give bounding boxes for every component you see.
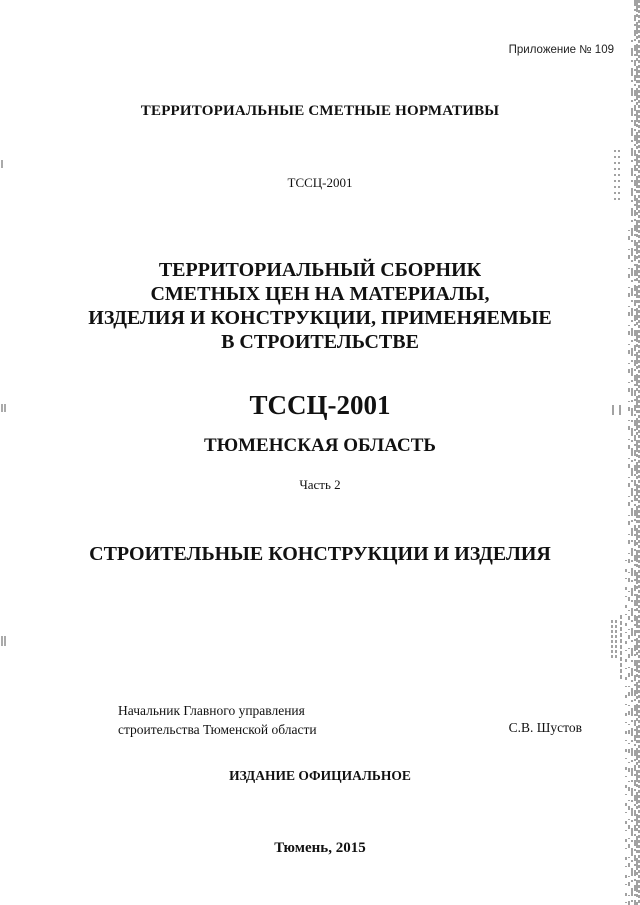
code-big: ТССЦ-2001 (249, 390, 391, 420)
signer-position (118, 701, 317, 739)
collection-title (0, 258, 640, 354)
collection-title-line: ИЗДЕЛИЯ И КОНСТРУКЦИИ, ПРИМЕНЯЕМЫЕ (88, 307, 552, 329)
collection-title-line: ТЕРРИТОРИАЛЬНЫЙ СБОРНИК (158, 259, 482, 281)
collection-title-line: СМЕТНЫХ ЦЕН НА МАТЕРИАЛЫ, (150, 283, 490, 305)
region-title: ТЮМЕНСКАЯ ОБЛАСТЬ (204, 435, 436, 456)
section-title: СТРОИТЕЛЬНЫЕ КОНСТРУКЦИИ И ИЗДЕЛИЯ (89, 543, 551, 565)
code-small: ТССЦ-2001 (287, 175, 353, 190)
series-title: ТЕРРИТОРИАЛЬНЫЕ СМЕТНЫЕ НОРМАТИВЫ (140, 103, 500, 119)
edition-label: ИЗДАНИЕ ОФИЦИАЛЬНОЕ (229, 768, 411, 783)
part-label: Часть 2 (299, 477, 341, 492)
city-year: Тюмень, 2015 (274, 840, 366, 856)
signer-name: С.В. Шустов (508, 720, 582, 735)
signer-position-line: строительства Тюменской области (118, 722, 317, 737)
scan-left-artifact (0, 0, 10, 905)
collection-title-line: В СТРОИТЕЛЬСТВЕ (221, 331, 419, 353)
signer-position-line: Начальник Главного управления (118, 703, 305, 718)
scan-edge-artifact (606, 0, 640, 905)
appendix-number: Приложение № 109 (508, 44, 614, 56)
